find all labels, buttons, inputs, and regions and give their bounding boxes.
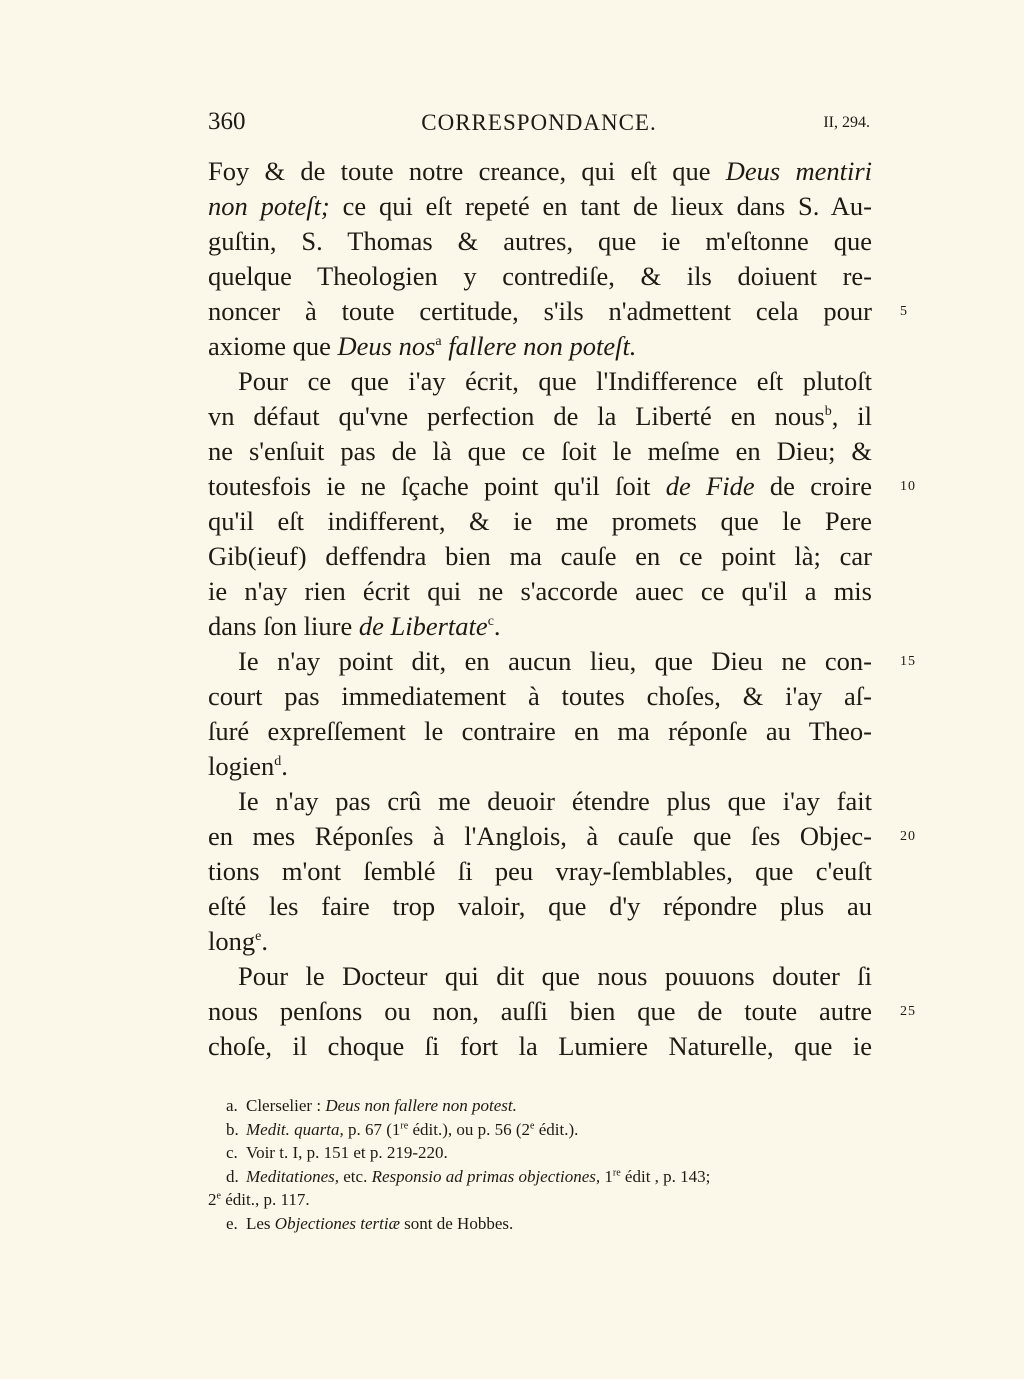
text-run: , il <box>831 401 872 431</box>
text-run: 1 <box>600 1166 613 1186</box>
text-run: Pour ce que i'ay écrit, que l'Indifference eſt plutoſt <box>238 366 872 396</box>
text-run: quelque Theologien y contrediſe, & ils doiuent re- <box>208 261 872 291</box>
text-run: axiome que <box>208 331 338 361</box>
line-number: 25 <box>900 1004 916 1019</box>
text-run: sont de Hobbes. <box>399 1213 514 1233</box>
text-run: ie n'ay rien écrit qui ne s'accorde auec ce qu'il a mis <box>208 576 872 606</box>
text-run: etc. <box>339 1166 372 1186</box>
text-run: Foy & de toute notre creance, qui eſt que <box>208 156 726 186</box>
italic-text: non poteſt; <box>208 191 330 221</box>
footnote-marker: a <box>435 334 442 350</box>
text-run: de croire <box>754 471 872 501</box>
footnote <box>208 1141 872 1165</box>
footnotes <box>208 1094 872 1235</box>
footnote-label: e. <box>226 1213 238 1233</box>
footnote-label: c. <box>226 1143 238 1162</box>
footnote-marker: e <box>530 1119 535 1131</box>
footnote-marker: b <box>824 404 832 420</box>
text-line <box>208 749 872 784</box>
footnote-marker: e <box>255 929 262 945</box>
line-number: 15 <box>900 654 916 669</box>
running-header <box>208 108 870 140</box>
text-run: noncer à toute certitude, s'ils n'admettent cela pour <box>208 296 872 326</box>
text-line <box>208 434 872 469</box>
text-run: édit.). <box>534 1119 579 1139</box>
text-line <box>208 924 872 959</box>
text-line <box>208 189 872 224</box>
text-line <box>208 259 872 294</box>
text-line <box>208 679 872 714</box>
text-line <box>208 399 872 434</box>
main-text <box>208 154 916 1064</box>
footnote-marker: d <box>274 754 282 770</box>
line-number: 5 <box>900 304 908 319</box>
footnote-marker: c <box>487 614 494 630</box>
text-run: Ie n'ay pas crû me deuoir étendre plus que i'ay fait <box>238 786 872 816</box>
text-line <box>208 609 872 644</box>
text-run: vn défaut qu'vne perfection de la Liberté en nous <box>208 401 825 431</box>
text-run: 2 <box>208 1190 217 1209</box>
text-run: logien <box>208 751 275 781</box>
text-run: édit.), ou p. 56 (2 <box>408 1119 531 1139</box>
text-run: ſuré expreſſement le contraire en ma réponſe au Theo- <box>208 716 872 746</box>
text-line <box>208 469 916 504</box>
text-run: Voir t. I, p. 151 et p. 219-220. <box>246 1143 448 1162</box>
italic-text: fallere non poteſt. <box>441 331 637 361</box>
italic-text: Responsio ad primas objectiones, <box>371 1166 601 1186</box>
text-line <box>208 574 872 609</box>
text-run: tions m'ont ſemblé ſi peu vray-ſemblables, que c'euſt <box>208 856 872 886</box>
line-number: 10 <box>900 479 916 494</box>
footnote-label: a. <box>226 1096 238 1115</box>
footnote-marker: re <box>400 1119 409 1131</box>
text-run: dans ſon liure <box>208 611 359 641</box>
text-run: . <box>261 926 268 956</box>
page-number: 360 <box>208 108 246 135</box>
text-run: eſté les faire trop valoir, que d'y répondre plus au <box>208 891 872 921</box>
italic-text: Deus mentiri <box>725 156 873 186</box>
text-run: qu'il eſt indifferent, & ie me promets que le Pere <box>208 506 872 536</box>
text-line <box>208 714 872 749</box>
text-line <box>208 784 872 819</box>
text-run: Clerselier : <box>246 1096 326 1115</box>
text-run: ce qui eſt repeté en tant de lieux dans S. Au- <box>329 191 872 221</box>
text-line <box>208 224 872 259</box>
text-run: Ie n'ay point dit, en aucun lieu, que Dieu ne con- <box>238 646 872 676</box>
text-line <box>208 154 872 189</box>
footnote <box>208 1094 872 1118</box>
text-run: édit , p. 143; <box>620 1166 711 1186</box>
text-run: choſe, il choque ſi fort la Lumiere Naturelle, que ie <box>208 1031 872 1061</box>
text-run: Pour le Docteur qui dit que nous pouuons douter ſi <box>238 961 872 991</box>
text-run: . <box>281 751 288 781</box>
text-line <box>208 364 872 399</box>
italic-text: de Libertate <box>358 611 488 641</box>
running-title: CORRESPONDANCE. <box>421 110 657 135</box>
text-run: toutesfois ie ne ſçache point qu'il ſoit <box>208 471 666 501</box>
text-run: long <box>208 926 256 956</box>
footnote <box>208 1188 872 1212</box>
footnote <box>208 1165 872 1189</box>
volume-reference: II, 294. <box>823 114 870 131</box>
text-run: p. 67 (1 <box>343 1119 401 1139</box>
footnote-label: d. <box>226 1166 239 1186</box>
text-line <box>208 294 908 329</box>
text-line <box>208 889 872 924</box>
footnote-marker: re <box>612 1166 621 1178</box>
italic-text: de Fide <box>665 471 755 501</box>
text-run: Gib(ieuf) deffendra bien ma cauſe en ce point là; car <box>208 541 872 571</box>
text-run: nous penſons ou non, auſſi bien que de toute autre <box>208 996 872 1026</box>
text-line <box>208 1029 872 1064</box>
text-run: ne s'enſuit pas de là que ce ſoit le meſme en Dieu; & <box>208 436 872 466</box>
text-line <box>208 644 916 679</box>
text-run: en mes Réponſes à l'Anglois, à cauſe que ſes Objec- <box>208 821 872 851</box>
footnote-label: b. <box>226 1119 239 1139</box>
footnote <box>208 1212 872 1236</box>
italic-text: Medit. quarta, <box>246 1119 344 1139</box>
line-number: 20 <box>900 829 916 844</box>
text-line <box>208 994 916 1029</box>
text-line <box>208 819 916 854</box>
text-line <box>208 329 872 364</box>
text-run: court pas immediatement à toutes choſes, & i'ay aſ- <box>208 681 872 711</box>
footnote <box>208 1118 872 1142</box>
text-line <box>208 959 872 994</box>
italic-text: Deus nos <box>337 331 436 361</box>
text-run: guſtin, S. Thomas & autres, que ie m'eſtonne que <box>208 226 872 256</box>
text-line <box>208 504 872 539</box>
text-run: édit., p. 117. <box>220 1190 310 1209</box>
text-line <box>208 539 872 574</box>
text-line <box>208 854 872 889</box>
italic-text: Objectiones tertiæ <box>274 1213 400 1233</box>
footnote-marker: e <box>216 1190 221 1202</box>
text-run: Les <box>246 1213 275 1233</box>
italic-text: Meditationes, <box>246 1166 340 1186</box>
text-run: . <box>493 611 501 641</box>
italic-text: Deus non fallere non potest. <box>325 1096 517 1115</box>
